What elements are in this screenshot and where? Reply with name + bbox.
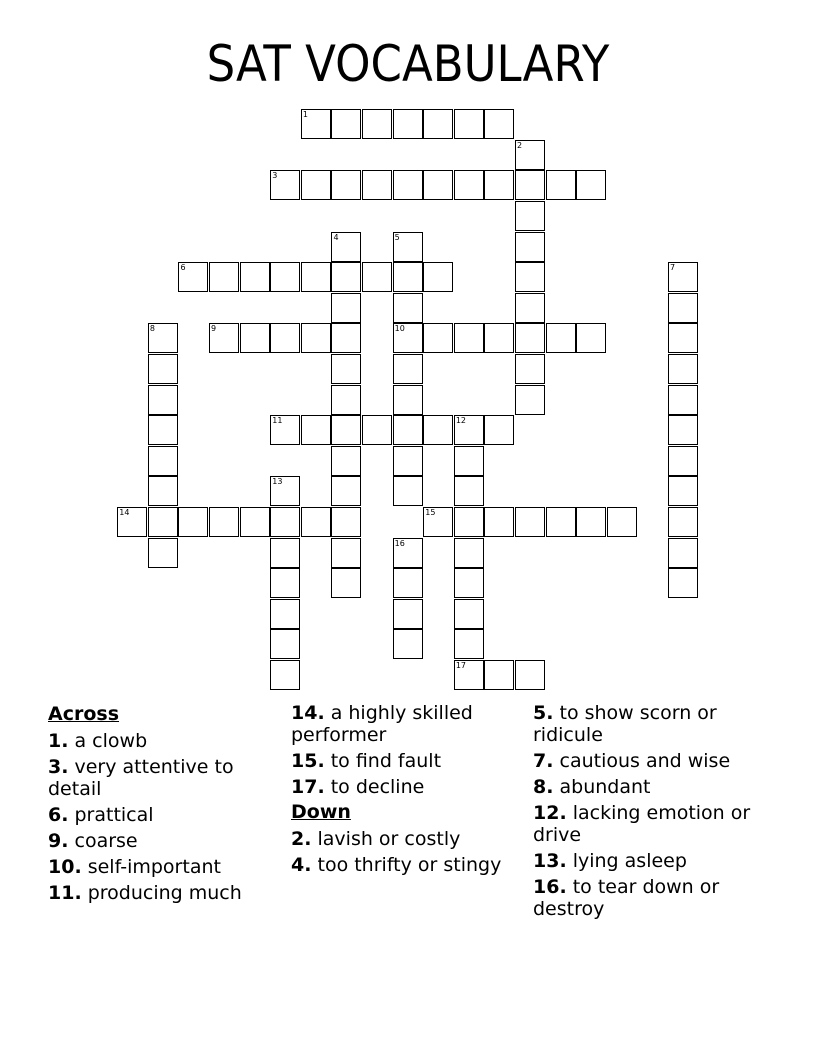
across-heading: Across xyxy=(48,703,120,725)
clue-item-text: to find fault xyxy=(324,750,442,772)
grid-cell[interactable] xyxy=(148,446,178,476)
grid-cell[interactable] xyxy=(270,262,300,292)
grid-cell[interactable] xyxy=(668,507,698,537)
grid-cell[interactable] xyxy=(484,415,514,445)
grid-cell[interactable] xyxy=(393,354,423,384)
clue-item-text: prattical xyxy=(68,804,154,826)
grid-cell[interactable] xyxy=(423,109,453,139)
clue-item-number: 2. xyxy=(291,828,312,850)
clue-item-number: 7. xyxy=(533,750,554,772)
grid-cell[interactable] xyxy=(393,476,423,506)
grid-cell[interactable] xyxy=(148,385,178,415)
clue-item-number: 6. xyxy=(48,804,69,826)
across-clue-list xyxy=(48,730,288,904)
grid-cell[interactable] xyxy=(148,507,178,537)
clue-item-number: 9. xyxy=(48,830,69,852)
grid-cell[interactable] xyxy=(515,354,545,384)
clue-item xyxy=(533,876,773,920)
clue-number: 10 xyxy=(394,324,405,334)
grid-cell[interactable] xyxy=(393,293,423,323)
grid-cell[interactable] xyxy=(515,323,545,353)
grid-cell[interactable] xyxy=(454,415,484,445)
clue-item-number: 13. xyxy=(533,850,567,872)
grid-cell[interactable] xyxy=(117,507,147,537)
grid-cell[interactable] xyxy=(331,415,361,445)
clue-item-text: abundant xyxy=(553,776,651,798)
clue-item-text: to tear down or destroy xyxy=(533,876,720,920)
grid-cell[interactable] xyxy=(301,415,331,445)
grid-cell[interactable] xyxy=(515,262,545,292)
grid-cell[interactable] xyxy=(515,507,545,537)
grid-cell[interactable] xyxy=(668,415,698,445)
clue-item xyxy=(48,756,288,800)
clue-item xyxy=(291,776,531,798)
grid-cell[interactable] xyxy=(576,323,606,353)
clue-item-number: 16. xyxy=(533,876,567,898)
clue-number: 12 xyxy=(455,416,467,426)
grid-cell[interactable] xyxy=(423,323,453,353)
clue-item-text: coarse xyxy=(68,830,138,852)
grid-cell[interactable] xyxy=(331,323,361,353)
grid-cell[interactable] xyxy=(393,385,423,415)
grid-cell[interactable] xyxy=(423,415,453,445)
grid-cell[interactable] xyxy=(454,507,484,537)
grid-cell[interactable] xyxy=(148,323,178,353)
grid-cell[interactable] xyxy=(423,507,453,537)
clue-item-number: 14. xyxy=(291,702,325,724)
clue-item-text: lacking emotion or drive xyxy=(533,802,751,846)
grid-cell[interactable] xyxy=(301,507,331,537)
grid-cell[interactable] xyxy=(668,385,698,415)
down-clue-list-continued xyxy=(533,702,773,920)
clue-number: 14 xyxy=(119,508,130,518)
grid-cell[interactable] xyxy=(331,354,361,384)
grid-cell[interactable] xyxy=(331,170,361,200)
grid-cell[interactable] xyxy=(301,323,331,353)
clue-item-number: 1. xyxy=(48,730,69,752)
clue-item xyxy=(48,730,288,752)
grid-cell[interactable] xyxy=(331,568,361,598)
clue-item xyxy=(48,856,288,878)
grid-cell[interactable] xyxy=(270,660,300,690)
grid-cell[interactable] xyxy=(484,660,514,690)
grid-cell[interactable] xyxy=(240,323,270,353)
grid-cell[interactable] xyxy=(240,507,270,537)
clue-item xyxy=(291,854,531,876)
grid-cell[interactable] xyxy=(270,629,300,659)
grid-cell[interactable] xyxy=(546,323,576,353)
grid-cell[interactable] xyxy=(668,538,698,568)
clue-number: 16 xyxy=(394,538,405,548)
clue-number: 6 xyxy=(180,263,186,273)
grid-cell[interactable] xyxy=(331,446,361,476)
grid-cell[interactable] xyxy=(393,262,423,292)
clue-item-number: 11. xyxy=(48,882,82,904)
grid-cell[interactable] xyxy=(484,170,514,200)
grid-cell[interactable] xyxy=(484,323,514,353)
grid-cell[interactable] xyxy=(484,109,514,139)
grid-cell[interactable] xyxy=(270,568,300,598)
grid-cell[interactable] xyxy=(270,476,300,506)
grid-cell[interactable] xyxy=(393,323,423,353)
grid-cell[interactable] xyxy=(301,262,331,292)
clue-item xyxy=(291,702,531,746)
clue-item-number: 5. xyxy=(533,702,554,724)
clue-item-number: 4. xyxy=(291,854,312,876)
grid-cell[interactable] xyxy=(331,476,361,506)
clue-item-number: 17. xyxy=(291,776,325,798)
grid-cell[interactable] xyxy=(178,507,208,537)
grid-cell[interactable] xyxy=(148,538,178,568)
grid-cell[interactable] xyxy=(393,599,423,629)
clue-item xyxy=(291,828,531,850)
grid-cell[interactable] xyxy=(454,323,484,353)
grid-cell[interactable] xyxy=(607,507,637,537)
clue-number: 15 xyxy=(425,508,436,518)
clue-item-text: self-important xyxy=(81,856,221,878)
grid-cell[interactable] xyxy=(393,629,423,659)
clue-item-text: to decline xyxy=(324,776,425,798)
clue-item-number: 10. xyxy=(48,856,82,878)
grid-cell[interactable] xyxy=(423,262,453,292)
grid-cell[interactable] xyxy=(668,293,698,323)
grid-cell[interactable] xyxy=(331,109,361,139)
clue-item xyxy=(48,804,288,826)
grid-cell[interactable] xyxy=(393,538,423,568)
grid-cell[interactable] xyxy=(454,446,484,476)
grid-cell[interactable] xyxy=(331,385,361,415)
clue-number: 1 xyxy=(302,110,308,120)
grid-cell[interactable] xyxy=(331,262,361,292)
grid-cell[interactable] xyxy=(270,415,300,445)
grid-cell[interactable] xyxy=(393,109,423,139)
grid-cell[interactable] xyxy=(454,538,484,568)
grid-cell[interactable] xyxy=(270,538,300,568)
grid-cell[interactable] xyxy=(668,262,698,292)
grid-cell[interactable] xyxy=(331,293,361,323)
grid-cell[interactable] xyxy=(270,170,300,200)
grid-cell[interactable] xyxy=(209,262,239,292)
grid-cell[interactable] xyxy=(668,568,698,598)
grid-cell[interactable] xyxy=(362,109,392,139)
clue-item xyxy=(533,776,773,798)
clue-item-text: producing much xyxy=(81,882,242,904)
grid-cell[interactable] xyxy=(484,507,514,537)
grid-cell[interactable] xyxy=(454,109,484,139)
clue-number: 2 xyxy=(517,140,523,150)
grid-cell[interactable] xyxy=(270,507,300,537)
clue-number: 5 xyxy=(394,232,400,242)
clue-item xyxy=(48,830,288,852)
grid-cell[interactable] xyxy=(362,415,392,445)
grid-cell[interactable] xyxy=(668,354,698,384)
clue-item xyxy=(533,850,773,872)
grid-cell[interactable] xyxy=(546,507,576,537)
grid-cell[interactable] xyxy=(331,538,361,568)
clues-column-2 xyxy=(291,702,531,876)
grid-cell[interactable] xyxy=(209,323,239,353)
grid-cell[interactable] xyxy=(515,660,545,690)
grid-cell[interactable] xyxy=(454,629,484,659)
grid-cell[interactable] xyxy=(454,476,484,506)
clue-number: 17 xyxy=(455,661,467,671)
grid-cell[interactable] xyxy=(515,140,545,170)
clue-number: 3 xyxy=(272,171,278,181)
grid-cell[interactable] xyxy=(301,170,331,200)
grid-cell[interactable] xyxy=(362,262,392,292)
grid-cell[interactable] xyxy=(301,109,331,139)
clue-item xyxy=(533,702,773,746)
clue-number: 7 xyxy=(670,263,676,273)
grid-cell[interactable] xyxy=(515,232,545,262)
puzzle-title: SAT VOCABULARY xyxy=(206,35,610,93)
grid-cell[interactable] xyxy=(393,415,423,445)
grid-cell[interactable] xyxy=(515,201,545,231)
grid-cell[interactable] xyxy=(515,170,545,200)
grid-cell[interactable] xyxy=(668,323,698,353)
grid-cell[interactable] xyxy=(515,385,545,415)
clue-number: 9 xyxy=(211,324,217,334)
grid-cell[interactable] xyxy=(362,170,392,200)
grid-cell[interactable] xyxy=(148,415,178,445)
clue-item-text: lying asleep xyxy=(566,850,687,872)
clue-item-number: 15. xyxy=(291,750,325,772)
clue-number: 8 xyxy=(149,324,155,334)
clue-item-text: to show scorn or ridicule xyxy=(533,702,717,746)
grid-cell[interactable] xyxy=(576,507,606,537)
clues-column-1 xyxy=(48,702,288,904)
grid-cell[interactable] xyxy=(270,599,300,629)
clue-item-text: a highly skilled performer xyxy=(291,702,473,746)
grid-cell[interactable] xyxy=(178,262,208,292)
clue-item xyxy=(291,750,531,772)
clue-item xyxy=(48,882,288,904)
down-heading: Down xyxy=(291,801,351,823)
grid-cell[interactable] xyxy=(454,599,484,629)
grid-cell[interactable] xyxy=(148,476,178,506)
grid-cell[interactable] xyxy=(331,232,361,262)
grid-cell[interactable] xyxy=(393,568,423,598)
grid-cell[interactable] xyxy=(546,170,576,200)
grid-cell[interactable] xyxy=(454,660,484,690)
grid-cell[interactable] xyxy=(209,507,239,537)
grid-cell[interactable] xyxy=(331,507,361,537)
across-clue-list-continued xyxy=(291,702,531,798)
clue-item-number: 12. xyxy=(533,802,567,824)
grid-cell[interactable] xyxy=(240,262,270,292)
clue-item xyxy=(533,802,773,846)
clue-item-text: very attentive to detail xyxy=(48,756,234,800)
grid-cell[interactable] xyxy=(270,323,300,353)
clue-item-number: 3. xyxy=(48,756,69,778)
grid-cell[interactable] xyxy=(668,476,698,506)
clues-column-3 xyxy=(533,702,773,920)
clue-item-text: lavish or costly xyxy=(311,828,461,850)
grid-cell[interactable] xyxy=(148,354,178,384)
grid-cell[interactable] xyxy=(393,232,423,262)
grid-cell[interactable] xyxy=(423,170,453,200)
clue-item xyxy=(533,750,773,772)
grid-cell[interactable] xyxy=(393,170,423,200)
clue-number: 13 xyxy=(272,477,283,487)
grid-cell[interactable] xyxy=(668,446,698,476)
down-clue-list xyxy=(291,828,531,876)
clue-item-text: a clowb xyxy=(68,730,148,752)
clue-item-number: 8. xyxy=(533,776,554,798)
grid-cell[interactable] xyxy=(393,446,423,476)
grid-cell[interactable] xyxy=(515,293,545,323)
grid-cell[interactable] xyxy=(576,170,606,200)
grid-cell[interactable] xyxy=(454,568,484,598)
clue-item-text: too thrifty or stingy xyxy=(311,854,502,876)
clue-number: 4 xyxy=(333,232,339,242)
clue-number: 11 xyxy=(272,416,283,426)
grid-cell[interactable] xyxy=(454,170,484,200)
clue-item-text: cautious and wise xyxy=(553,750,731,772)
